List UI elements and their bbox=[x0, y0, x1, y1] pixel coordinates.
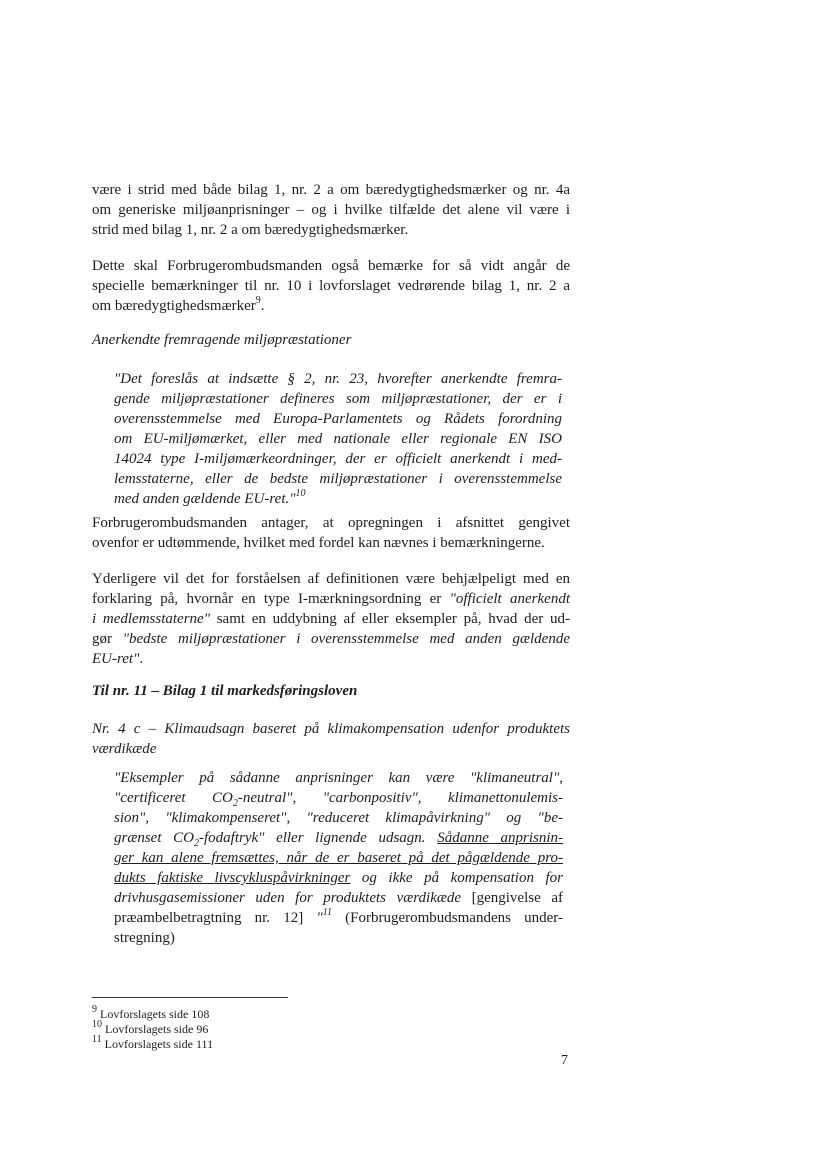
quote-line: om EU-miljømærket, eller med nationale eller regionale EN ISO bbox=[114, 431, 562, 447]
text-line: Yderligere vil det for forståelsen af definitionen være behjælpeligt med en bbox=[92, 571, 570, 587]
quoted-term: EU-ret" bbox=[92, 651, 140, 667]
quoted-term: i medlemsstaterne" bbox=[92, 611, 210, 627]
underlined-text: Sådanne anprisnin- bbox=[437, 830, 563, 846]
quote-line bbox=[114, 788, 563, 808]
text-line: Forbrugerombudsmanden antager, at opregningen i afsnittet gengivet bbox=[92, 515, 570, 531]
paragraph-4 bbox=[92, 569, 570, 669]
quote-line: gende miljøpræstationer defineres som miljøpræstationer, der er i bbox=[114, 391, 562, 407]
footnote-9 bbox=[92, 1006, 209, 1022]
footnote-number: 10 bbox=[92, 1019, 102, 1030]
section-heading-anerkendte bbox=[92, 330, 570, 350]
text-fragment: om bæredygtighedsmærker bbox=[92, 298, 256, 314]
section-heading-nr-4c bbox=[92, 719, 570, 759]
text-line: være i strid med både bilag 1, nr. 2 a om bæredygtighedsmærker og nr. 4a bbox=[92, 182, 570, 198]
page-number: 7 bbox=[561, 1053, 568, 1068]
quote-line: 14024 type I-miljømærkeordninger, der er officielt anerkendt i med- bbox=[114, 451, 562, 467]
text-fragment: . bbox=[260, 298, 265, 314]
footnote-text: Lovforslagets side 96 bbox=[102, 1022, 209, 1036]
quote-line: overensstemmelse med Europa-Parlamentets og Rådets forordning bbox=[114, 411, 562, 427]
underlined-text: dukts faktiske livscykluspåvirkninger bbox=[114, 870, 351, 886]
text-fragment: grænset CO bbox=[114, 830, 194, 846]
text-fragment: " bbox=[303, 910, 323, 926]
footnote-number: 11 bbox=[92, 1034, 102, 1045]
heading-text: Til nr. 11 – Bilag 1 til markedsføringsloven bbox=[92, 683, 358, 699]
text-line bbox=[92, 649, 570, 669]
text-fragment: drivhusgasemissioner uden for produktets værdikæde bbox=[114, 890, 462, 906]
text-line: om generiske miljøanprisninger – og i hvilke tilfælde det alene vil være i bbox=[92, 202, 570, 218]
footnote-ref: 9 bbox=[255, 295, 261, 306]
text-fragment: (Forbrugerombudsmandens under- bbox=[331, 910, 563, 926]
text-fragment: -neutral", "carbonpositiv", klimanettonulemis- bbox=[237, 790, 563, 806]
text-fragment: samt en uddybning af eller eksempler på, hvad der ud- bbox=[210, 611, 570, 627]
quote-line bbox=[114, 908, 563, 928]
quoted-term: "officielt anerkendt bbox=[449, 591, 570, 607]
quote-line: "Det foreslås at indsætte § 2, nr. 23, hvorefter anerkendte fremra- bbox=[114, 371, 562, 387]
quoted-term: "bedste miljøpræstationer i overensstemmelse med anden gældende bbox=[122, 631, 570, 647]
quote-line: lemsstaterne, eller de bedste miljøpræstationer i overensstemmelse bbox=[114, 471, 562, 487]
footnote-10 bbox=[92, 1021, 208, 1037]
footnote-ref: 10 bbox=[295, 488, 306, 499]
quote-line: sion", "klimakompenseret", "reduceret klimapåvirkning" og "be- bbox=[114, 810, 563, 826]
footnote-ref: 11 bbox=[322, 907, 332, 918]
heading-text: Nr. 4 c – Klimaudsagn baseret på klimakompensation udenfor produktets bbox=[92, 721, 570, 737]
text-fragment: præambelbetragtning nr. 12] bbox=[114, 910, 304, 926]
heading-text: værdikæde bbox=[92, 741, 157, 757]
text-fragment: gør bbox=[92, 631, 123, 647]
text-line bbox=[92, 629, 570, 649]
text-line bbox=[92, 589, 570, 609]
quote-1 bbox=[114, 369, 562, 509]
quote-2 bbox=[114, 768, 563, 948]
text-fragment: [gengivelse af bbox=[461, 890, 563, 906]
text-line: Dette skal Forbrugerombudsmanden også bemærke for så vidt angår de bbox=[92, 258, 570, 274]
footnote-number: 9 bbox=[92, 1004, 97, 1015]
paragraph-3 bbox=[92, 513, 570, 553]
text-line bbox=[92, 609, 570, 629]
section-heading-til-nr-11 bbox=[92, 681, 570, 701]
footnote-text: Lovforslagets side 111 bbox=[101, 1037, 214, 1051]
quote-line: stregning) bbox=[114, 930, 175, 946]
quote-line bbox=[114, 489, 562, 509]
quote-line bbox=[114, 868, 563, 888]
quote-line: "Eksempler på sådanne anprisninger kan være "klimaneutral", bbox=[114, 770, 563, 786]
text-line bbox=[92, 296, 570, 316]
quote-line bbox=[114, 828, 563, 848]
paragraph-2 bbox=[92, 256, 570, 316]
footnote-separator bbox=[92, 997, 288, 998]
text-line: specielle bemærkninger til nr. 10 i lovforslaget vedrørende bilag 1, nr. 2 a bbox=[92, 278, 570, 294]
text-fragment: og ikke på kompensation for bbox=[350, 870, 563, 886]
text-fragment: forklaring på, hvornår en type I-mærkningsordning er bbox=[92, 591, 450, 607]
text-line: strid med bilag 1, nr. 2 a om bæredygtighedsmærker. bbox=[92, 222, 409, 238]
quote-line: ger kan alene fremsættes, når de er baseret på det pågældende pro- bbox=[114, 850, 563, 866]
quote-line bbox=[114, 888, 563, 908]
paragraph-1 bbox=[92, 180, 570, 240]
text-fragment: -fodaftryk" eller lignende udsagn. bbox=[198, 830, 438, 846]
subscript: 2 bbox=[232, 798, 238, 809]
subscript: 2 bbox=[193, 838, 199, 849]
text-fragment: "certificeret CO bbox=[114, 790, 233, 806]
footnote-text: Lovforslagets side 108 bbox=[97, 1007, 210, 1021]
text-line: ovenfor er udtømmende, hvilket med fordel kan nævnes i bemærkningerne. bbox=[92, 535, 545, 551]
text-fragment: med anden gældende EU-ret." bbox=[114, 491, 296, 507]
heading-text: Anerkendte fremragende miljøpræstationer bbox=[92, 332, 352, 348]
footnote-11 bbox=[92, 1036, 213, 1052]
text-fragment: . bbox=[139, 651, 144, 667]
